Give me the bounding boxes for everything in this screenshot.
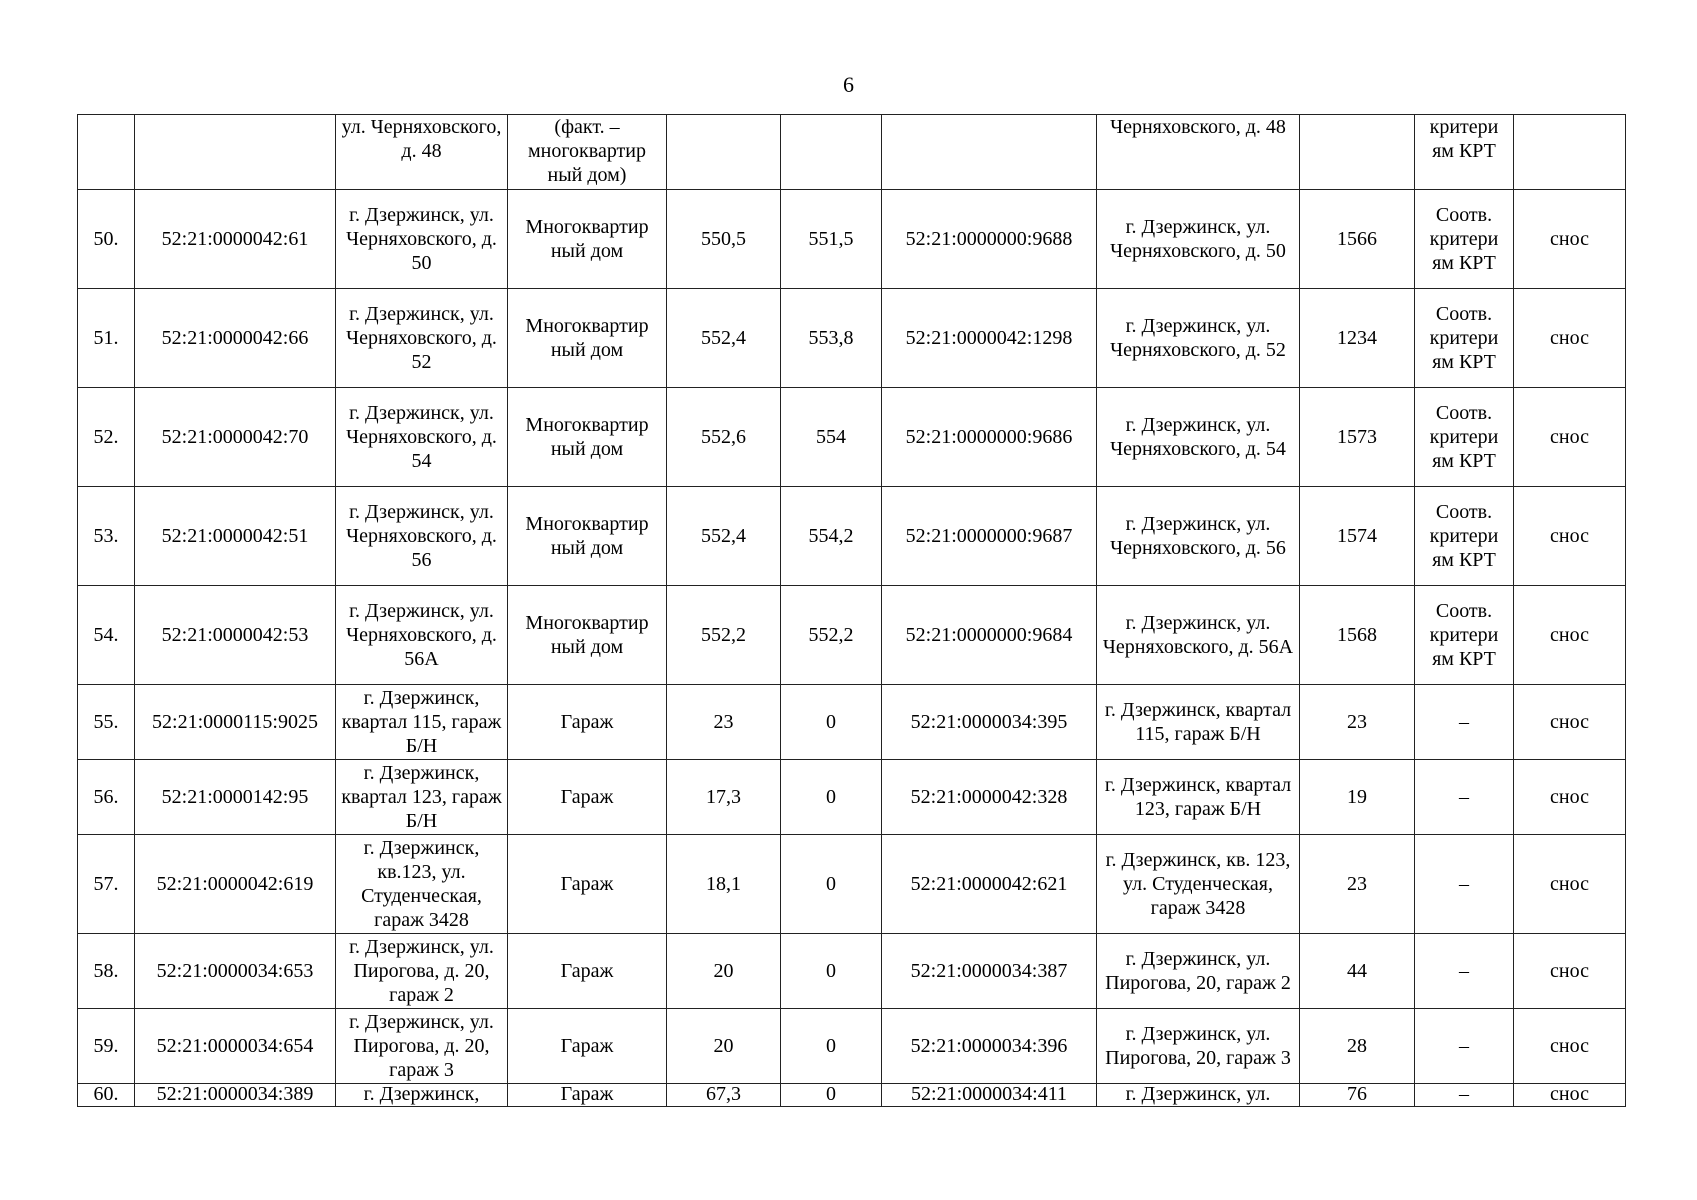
cell-address: г. Дзержинск, ул. Черняховского, д. 56	[336, 487, 508, 586]
cell-action: снос	[1514, 1009, 1626, 1084]
cell-address: г. Дзержинск, ул. Черняховского, д. 50	[336, 190, 508, 289]
cell-land-area: 1234	[1300, 289, 1415, 388]
cell-cadastral: 52:21:0000034:653	[135, 934, 336, 1009]
cell-num: 60.	[78, 1084, 135, 1107]
cell-land-cadastral: 52:21:0000034:395	[882, 685, 1097, 760]
table-row	[78, 586, 1626, 685]
cell-action: снос	[1514, 760, 1626, 835]
cell-type: Гараж	[508, 934, 667, 1009]
table-row	[78, 685, 1626, 760]
cell-land-address: г. Дзержинск, ул. Черняховского, д. 50	[1097, 190, 1300, 289]
cell-land-area: 1573	[1300, 388, 1415, 487]
cell-action	[1514, 115, 1626, 190]
cell-criteria: Соотв. критери ям КРТ	[1415, 388, 1514, 487]
cell-land-cadastral: 52:21:0000042:621	[882, 835, 1097, 934]
cell-cadastral: 52:21:0000034:389	[135, 1084, 336, 1107]
cell-num: 55.	[78, 685, 135, 760]
cell-land-address: г. Дзержинск, квартал 115, гараж Б/Н	[1097, 685, 1300, 760]
cell-type: Многоквартир ный дом	[508, 190, 667, 289]
cell-cadastral: 52:21:0000042:53	[135, 586, 336, 685]
cell-cadastral: 52:21:0000115:9025	[135, 685, 336, 760]
cell-area	[667, 115, 781, 190]
cell-land-area: 19	[1300, 760, 1415, 835]
page-number: 6	[843, 72, 854, 97]
cell-land-address: г. Дзержинск, кв. 123, ул. Студенческая, гараж 3428	[1097, 835, 1300, 934]
cell-land-address: г. Дзержинск, ул. Черняховского, д. 54	[1097, 388, 1300, 487]
cell-land-cadastral: 52:21:0000000:9687	[882, 487, 1097, 586]
cell-cadastral: 52:21:0000042:66	[135, 289, 336, 388]
table-row	[78, 388, 1626, 487]
cell-type: Многоквартир ный дом	[508, 388, 667, 487]
cell-land-area	[1300, 115, 1415, 190]
cell-action: снос	[1514, 586, 1626, 685]
cell-type: Многоквартир ный дом	[508, 586, 667, 685]
cell-area-total: 0	[781, 1009, 882, 1084]
cell-action: снос	[1514, 388, 1626, 487]
cell-action: снос	[1514, 487, 1626, 586]
table-row	[78, 1009, 1626, 1084]
cell-land-cadastral: 52:21:0000034:396	[882, 1009, 1097, 1084]
cell-cadastral: 52:21:0000142:95	[135, 760, 336, 835]
cell-land-address: г. Дзержинск, ул. Пирогова, 20, гараж 2	[1097, 934, 1300, 1009]
cell-criteria: –	[1415, 1084, 1514, 1107]
cell-land-cadastral: 52:21:0000000:9684	[882, 586, 1097, 685]
cell-area-total: 0	[781, 835, 882, 934]
table-row	[78, 289, 1626, 388]
cell-action: снос	[1514, 289, 1626, 388]
cell-address: г. Дзержинск, ул. Пирогова, д. 20, гараж 2	[336, 934, 508, 1009]
cell-criteria: Соотв. критери ям КРТ	[1415, 487, 1514, 586]
cell-land-address: Черняховского, д. 48	[1097, 115, 1300, 190]
cell-type: Гараж	[508, 835, 667, 934]
cell-land-area: 44	[1300, 934, 1415, 1009]
cell-area-total: 0	[781, 685, 882, 760]
cell-land-cadastral: 52:21:0000000:9686	[882, 388, 1097, 487]
cell-land-cadastral: 52:21:0000034:387	[882, 934, 1097, 1009]
cell-area: 550,5	[667, 190, 781, 289]
cell-criteria: –	[1415, 1009, 1514, 1084]
table-row	[78, 835, 1626, 934]
cell-address: г. Дзержинск, ул. Черняховского, д. 56А	[336, 586, 508, 685]
cell-address: г. Дзержинск, ул. Черняховского, д. 54	[336, 388, 508, 487]
cell-area-total: 554	[781, 388, 882, 487]
cell-area-total: 551,5	[781, 190, 882, 289]
cell-area: 552,4	[667, 487, 781, 586]
table-row	[78, 1084, 1626, 1107]
cell-num: 54.	[78, 586, 135, 685]
cell-criteria: Соотв. критери ям КРТ	[1415, 289, 1514, 388]
cell-criteria: –	[1415, 685, 1514, 760]
cell-area: 552,2	[667, 586, 781, 685]
cell-type: Гараж	[508, 1084, 667, 1107]
cell-area-total: 0	[781, 760, 882, 835]
cell-land-address: г. Дзержинск, ул.	[1097, 1084, 1300, 1107]
cell-cadastral: 52:21:0000042:61	[135, 190, 336, 289]
cell-land-area: 28	[1300, 1009, 1415, 1084]
cell-land-address: г. Дзержинск, квартал 123, гараж Б/Н	[1097, 760, 1300, 835]
cell-cadastral: 52:21:0000042:619	[135, 835, 336, 934]
cell-num: 56.	[78, 760, 135, 835]
cell-num: 52.	[78, 388, 135, 487]
cell-type: Гараж	[508, 1009, 667, 1084]
cell-num: 59.	[78, 1009, 135, 1084]
cell-type: Гараж	[508, 685, 667, 760]
cell-area: 67,3	[667, 1084, 781, 1107]
cell-land-area: 76	[1300, 1084, 1415, 1107]
cell-cadastral	[135, 115, 336, 190]
cell-land-area: 1568	[1300, 586, 1415, 685]
cell-land-area: 23	[1300, 685, 1415, 760]
cell-area-total	[781, 115, 882, 190]
table-row	[78, 487, 1626, 586]
cell-land-area: 1574	[1300, 487, 1415, 586]
cell-address: г. Дзержинск,	[336, 1084, 508, 1107]
cell-address: ул. Черняховского, д. 48	[336, 115, 508, 190]
cell-action: снос	[1514, 190, 1626, 289]
table-row-continuation	[78, 115, 1626, 190]
cell-area-total: 552,2	[781, 586, 882, 685]
cell-land-address: г. Дзержинск, ул. Черняховского, д. 56А	[1097, 586, 1300, 685]
cell-num: 53.	[78, 487, 135, 586]
cell-criteria: Соотв. критери ям КРТ	[1415, 586, 1514, 685]
table-row	[78, 934, 1626, 1009]
cell-criteria: –	[1415, 760, 1514, 835]
cell-area: 23	[667, 685, 781, 760]
cell-cadastral: 52:21:0000034:654	[135, 1009, 336, 1084]
cell-land-address: г. Дзержинск, ул. Черняховского, д. 52	[1097, 289, 1300, 388]
cell-num	[78, 115, 135, 190]
cell-land-address: г. Дзержинск, ул. Пирогова, 20, гараж 3	[1097, 1009, 1300, 1084]
table-row	[78, 190, 1626, 289]
cell-area-total: 0	[781, 934, 882, 1009]
cell-area: 18,1	[667, 835, 781, 934]
cell-land-area: 23	[1300, 835, 1415, 934]
cell-type: Многоквартир ный дом	[508, 487, 667, 586]
cell-land-area: 1566	[1300, 190, 1415, 289]
cell-address: г. Дзержинск, квартал 123, гараж Б/Н	[336, 760, 508, 835]
cell-land-cadastral: 52:21:0000042:1298	[882, 289, 1097, 388]
cell-area-total: 554,2	[781, 487, 882, 586]
cell-area: 20	[667, 934, 781, 1009]
cell-num: 57.	[78, 835, 135, 934]
table-row	[78, 760, 1626, 835]
cell-num: 50.	[78, 190, 135, 289]
cell-action: снос	[1514, 934, 1626, 1009]
cell-cadastral: 52:21:0000042:70	[135, 388, 336, 487]
cell-address: г. Дзержинск, квартал 115, гараж Б/Н	[336, 685, 508, 760]
cell-area-total: 553,8	[781, 289, 882, 388]
cell-criteria: Соотв. критери ям КРТ	[1415, 190, 1514, 289]
objects-table	[77, 114, 1626, 1107]
cell-land-cadastral	[882, 115, 1097, 190]
cell-criteria: –	[1415, 934, 1514, 1009]
cell-cadastral: 52:21:0000042:51	[135, 487, 336, 586]
cell-action: снос	[1514, 685, 1626, 760]
cell-area: 552,4	[667, 289, 781, 388]
cell-type: Гараж	[508, 760, 667, 835]
cell-area: 552,6	[667, 388, 781, 487]
cell-criteria: –	[1415, 835, 1514, 934]
cell-area: 17,3	[667, 760, 781, 835]
cell-action: снос	[1514, 1084, 1626, 1107]
cell-num: 58.	[78, 934, 135, 1009]
cell-action: снос	[1514, 835, 1626, 934]
cell-area-total: 0	[781, 1084, 882, 1107]
cell-address: г. Дзержинск, кв.123, ул. Студенческая, гараж 3428	[336, 835, 508, 934]
cell-address: г. Дзержинск, ул. Черняховского, д. 52	[336, 289, 508, 388]
cell-land-address: г. Дзержинск, ул. Черняховского, д. 56	[1097, 487, 1300, 586]
cell-land-cadastral: 52:21:0000042:328	[882, 760, 1097, 835]
cell-criteria: критери ям КРТ	[1415, 115, 1514, 190]
cell-type: (факт. – многоквартир ный дом)	[508, 115, 667, 190]
cell-type: Многоквартир ный дом	[508, 289, 667, 388]
cell-address: г. Дзержинск, ул. Пирогова, д. 20, гараж 3	[336, 1009, 508, 1084]
cell-num: 51.	[78, 289, 135, 388]
cell-area: 20	[667, 1009, 781, 1084]
cell-land-cadastral: 52:21:0000034:411	[882, 1084, 1097, 1107]
cell-land-cadastral: 52:21:0000000:9688	[882, 190, 1097, 289]
